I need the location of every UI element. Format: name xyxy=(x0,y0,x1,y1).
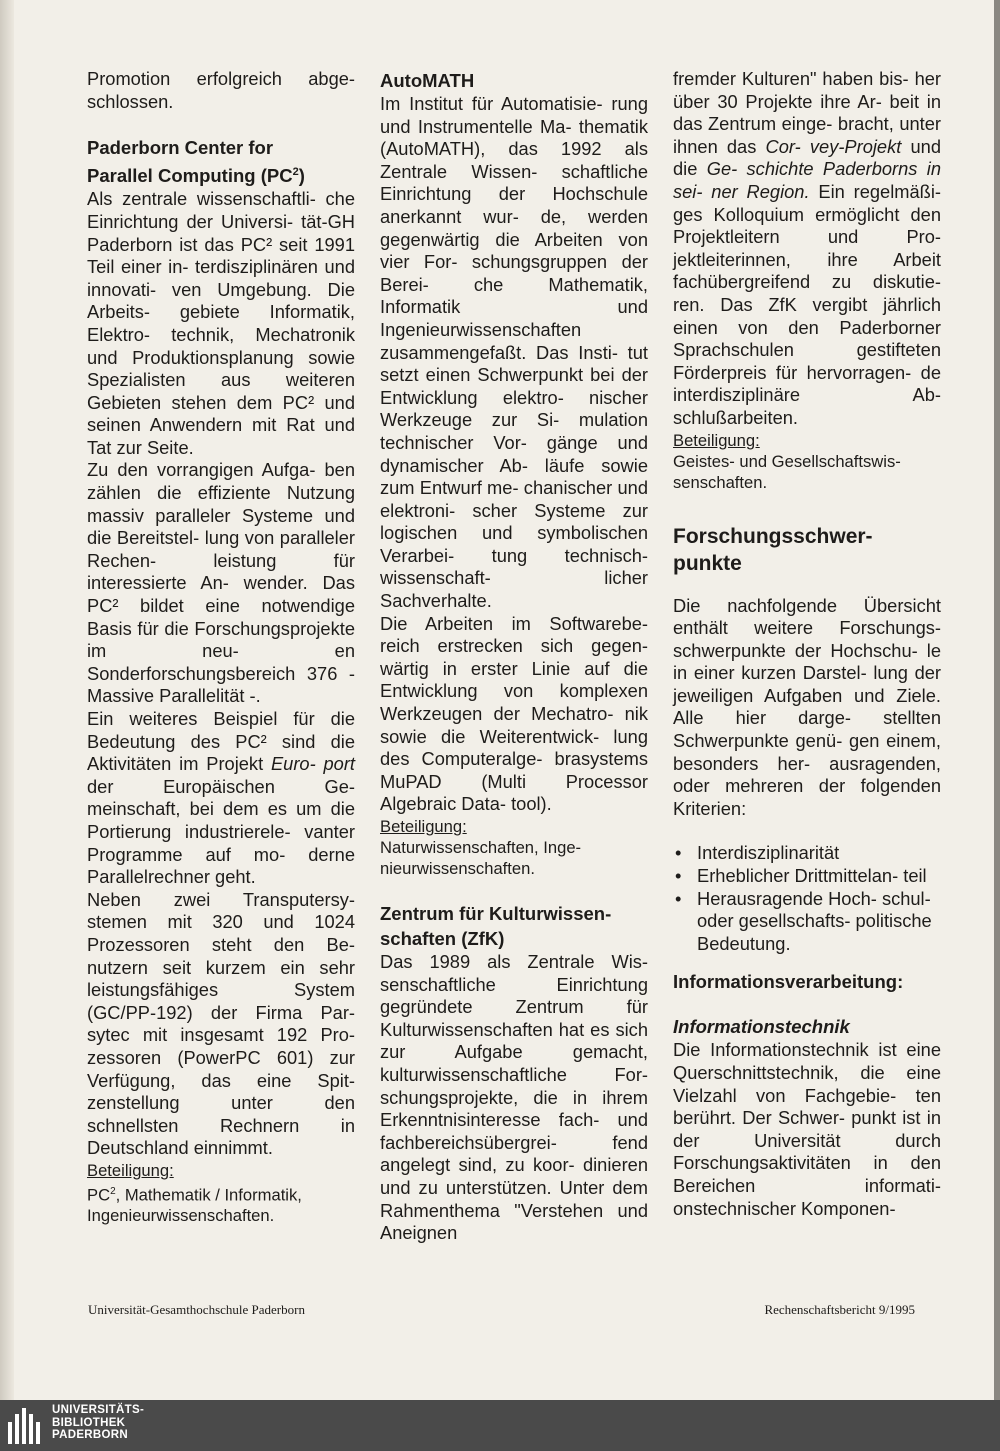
paragraph: Im Institut für Automatisie- rung und Instrumentelle Ma- thematik (AutoMATH), das 1992 als Zentrale Wissen- schaftliche Einrichtung der Hochschule anerkannt wur- de, werden gegenwärtig die Arbeiten von vier For- schungsgruppen der Berei- che Mathematik, Informatik und Ingenieurwissenschaften zusammengefaßt. Das Insti- tut setzt einen Schwerpunkt bei der Entwicklung elektro- nischer Werkzeuge zur Si- mulation technischer Vor- gänge und dynamischer Ab- läufe sowie zum Entwurf me- chanischer und elektroni- scher Systeme zur logischen und symbolischen Verarbei- tung technisch-wissenschaft- licher Sachverhalte. xyxy=(380,93,648,612)
heading-pc2-line2: Parallel Computing $(PC^2)$ xyxy=(87,165,305,187)
page-binding-edge xyxy=(0,0,14,1400)
library-name: UNIVERSITÄTS- BIBLIOTHEK PADERBORN xyxy=(52,1404,145,1441)
beteiligung-label: Beteiligung: xyxy=(380,817,467,836)
paragraph: Als zentrale wissenschaftli- che Einrichtung der Universi- tät-GH Paderborn ist das PC² seit 1991 Teil einer in- terdisziplinären und innovati- ven Umgebung. Die Arbeits- gebiete Informatik, Elektro- technik, Mechatronik und Produktionsplanung sowie Spezialisten aus weiteren Gebieten stehen dem PC² und seinen Anwendern mit Rat und Tat zur Seite. xyxy=(87,188,355,458)
beteiligung-label: Beteiligung: xyxy=(673,430,760,450)
paragraph: Promotion erfolgreich abge- schlossen. xyxy=(87,68,355,112)
footer-report-title: Rechenschaftsbericht 9/1995 xyxy=(764,1302,915,1317)
paragraph: Neben zwei Transputersy- stemen mit 320 und 1024 Prozessoren steht den Be- nutzern seit kurzem ein sehr leistungsfähiges System (GC/PP-192) der Firma Par- sytec mit insgesamt 192 Pro- zessoren (PowerPC 601) zur Verfügung, das eine Spit- zenstellung unter den schnellsten Rechnern in Deutschland einnimmt. xyxy=(87,888,355,1159)
beteiligung-text: Geistes- und Gesellschaftswis- senschaften. xyxy=(673,451,901,492)
criteria-list xyxy=(673,842,941,955)
paragraph: Das 1989 als Zentrale Wis- senschaftliche Einrichtung gegründete Zentrum für Kulturwissenschaften hat es sich zur Aufgabe gemacht, kulturwissenschaftliche For- schungsprojekte, die in ihrem Erkenntnisinteresse fach- und fachbereichsübergrei- fend angelegt sind, zu koor- dinieren und zu unterstützen. Unter dem Rahmenthema "Verstehen und Aneignen xyxy=(380,951,648,1244)
paragraph: Die Informationstechnik ist eine Querschnittstechnik, die eine Vielzahl von Fachgebie- ten berührt. Der Schwer- punkt ist in der Universität durch Forschungsaktivitäten in den Bereichen informati- onstechnischer Komponen- xyxy=(673,1039,941,1219)
paragraph: fremder Kulturen" haben bis- her über 30 Projekte ihre Ar- beit in das Zentrum einge- bracht, unter ihnen das Cor- vey-Projekt und die Ge- schichte Paderborns in sei- ner Region. Ein regelmäßi- ges Kolloquium ermöglicht den Projektleitern und Pro- jektleiterinnen, ihre Arbeit fachübergreifend zu diskutie- ren. Das ZfK vergibt jährlich einen von den Paderborner Sprachschulen gestifteten Förderpreis für hervorragen- de interdisziplinäre Ab- schlußarbeiten. xyxy=(673,68,941,428)
list-item: • Erheblicher Drittmittelan- teil xyxy=(697,865,941,888)
heading-pc2: Paderborn Center for xyxy=(87,137,274,159)
list-item: • Herausragende Hoch- schul- oder gesellschafts- politische Bedeutung. xyxy=(697,888,941,956)
paragraph: Die nachfolgende Übersicht enthält weitere Forschungs- schwerpunkte der Hochschu- le in einer kurzen Darstel- lung der jeweiligen Aufgaben und Ziele. Alle hier darge- stellten Schwerpunkte genü- gen einem, besonders her- ausragenden, oder mehreren der folgenden Kriterien: xyxy=(673,594,941,819)
heading-automath: AutoMATH xyxy=(380,70,475,91)
heading-forschungsschwerpunkte: Forschungsschwer- punkte xyxy=(673,524,873,575)
beteiligung-text: Naturwissenschaften, Inge- nieurwissenschaften. xyxy=(380,838,582,878)
page-right-edge xyxy=(994,0,1000,1400)
beteiligung-text: $PC^2$, Mathematik / Informatik, Ingenieurwissenschaften. xyxy=(87,1185,302,1226)
column-2 xyxy=(380,68,648,1245)
footer-institution: Universität-Gesamthochschule Paderborn xyxy=(88,1302,305,1317)
list-item: • Interdisziplinarität xyxy=(697,842,941,865)
heading-informationsverarbeitung: Informationsverarbeitung: xyxy=(673,971,904,993)
library-banner xyxy=(0,1400,1000,1451)
paragraph: Zu den vorrangigen Aufga- ben zählen die effiziente Nutzung massiv paralleler Systeme und die Bereitstel- lung von paralleler Rechen- leistung für interessierte An- wender. Das PC² bildet eine notwendige Basis für die Forschungsprojekte im neu- en Sonderforschungsbereich 376 - Massive Parallelität -. xyxy=(87,459,355,707)
paragraph: Die Arbeiten im Softwarebe- reich erstrecken sich gegen- wärtig in erster Linie auf die Entwicklung von komplexen Werkzeugen der Mechatro- nik sowie die Weiterentwick- lung des Computeralge- brasystems MuPAD (Multi Processor Algebraic Data- tool). xyxy=(380,612,648,815)
heading-informationstechnik: Informationstechnik xyxy=(673,1016,850,1038)
beteiligung-label: Beteiligung: xyxy=(87,1160,174,1180)
column-3 xyxy=(673,68,941,1220)
heading-zfk: Zentrum für Kulturwissen- schaften (ZfK) xyxy=(380,903,612,949)
paragraph: Ein weiteres Beispiel für die Bedeutung des PC² sind die Aktivitäten im Projekt Euro- port der Europäischen Ge- meinschaft, bei dem es um die Portierung industrierele- vanter Programme auf mo- derne Parallelrechner geht. xyxy=(87,708,355,888)
library-logo-icon xyxy=(8,1408,48,1444)
column-1 xyxy=(87,68,355,1226)
